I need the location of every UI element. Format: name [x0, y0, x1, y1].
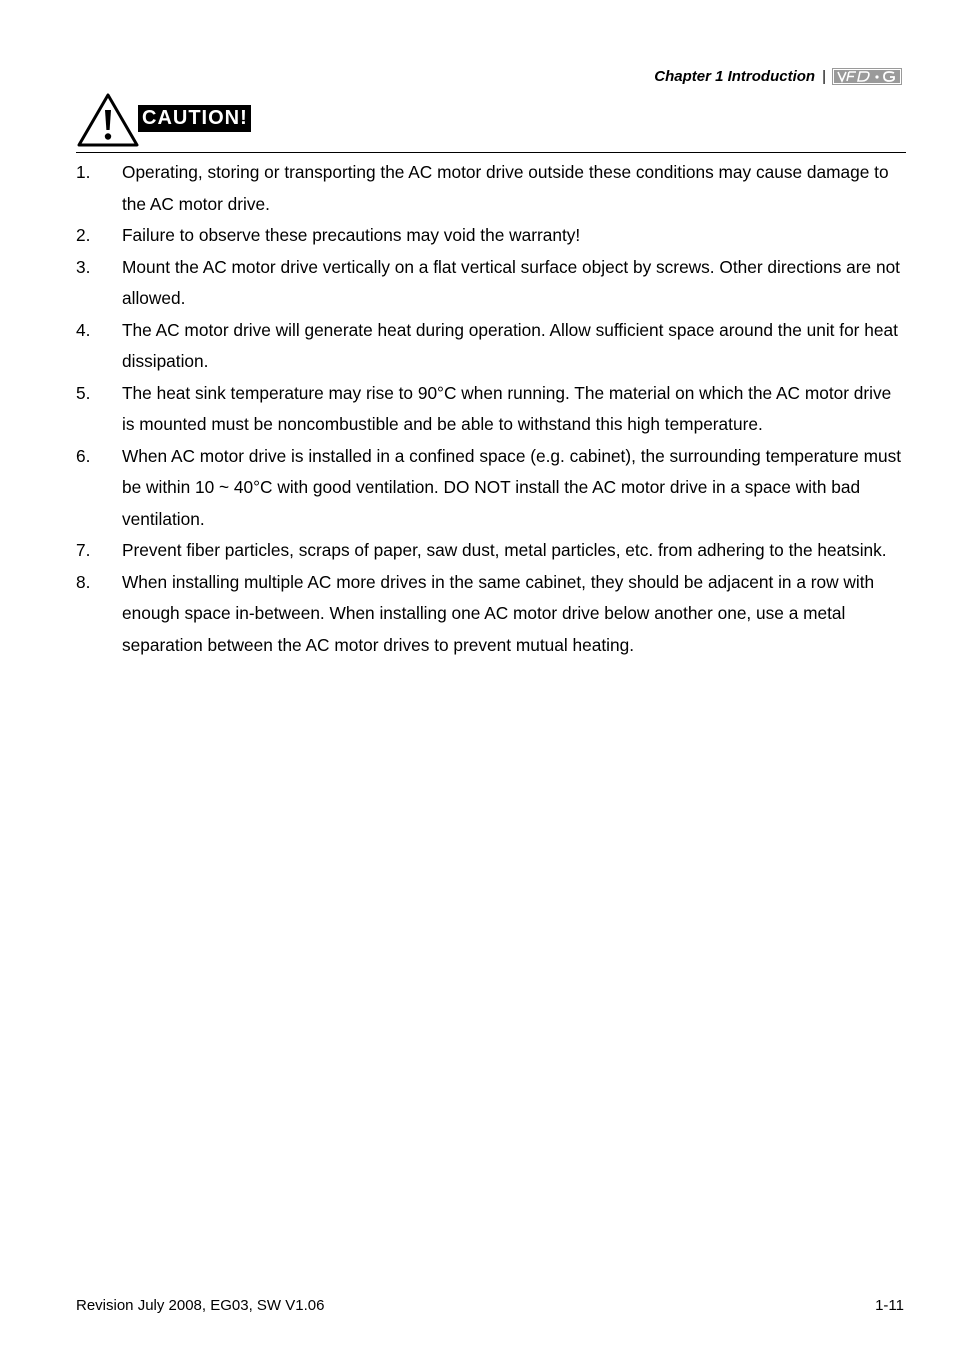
caution-heading	[76, 92, 251, 148]
item-text: The AC motor drive will generate heat during operation. Allow sufficient space around the unit for heat dissipation.	[122, 319, 898, 371]
heading-rule	[76, 152, 906, 153]
page-footer	[76, 1297, 904, 1314]
list-item	[76, 157, 906, 220]
page-header	[654, 68, 902, 85]
item-number: 3.	[76, 256, 91, 277]
list-item	[76, 220, 906, 252]
item-number: 2.	[76, 225, 91, 245]
header-separator: |	[822, 68, 826, 85]
page-number: 1-11	[875, 1297, 904, 1314]
item-text: Operating, storing or transporting the AC motor drive outside these conditions may cause damage to the AC motor drive.	[122, 162, 889, 214]
item-number: 8.	[76, 571, 91, 592]
item-text: When installing multiple AC more drives in the same cabinet, they should be adjacent in a row with enough space in-between. When installing one AC motor drive below another one, use a metal separation between the AC motor drives to prevent mutual heating.	[122, 571, 875, 655]
item-number: 6.	[76, 445, 91, 466]
item-text: The heat sink temperature may rise to 90°C when running. The material on which the AC motor drive is mounted must be noncombustible and be able to withstand this high temperature.	[122, 382, 892, 434]
item-text: When AC motor drive is installed in a confined space (e.g. cabinet), the surrounding temperature must be within 10 ~ 40°C with good ventilation. DO NOT install the AC motor drive in a space with bad ventilation.	[122, 445, 902, 529]
item-number: 4.	[76, 319, 91, 340]
item-number: 7.	[76, 540, 91, 560]
item-text: Failure to observe these precautions may void the warranty!	[122, 225, 581, 245]
item-number: 1.	[76, 162, 91, 182]
list-item	[76, 441, 906, 536]
precautions-list	[76, 157, 906, 661]
warning-triangle-icon	[76, 92, 140, 148]
caution-label: CAUTION!	[138, 105, 251, 132]
chapter-title: Chapter 1 Introduction	[654, 68, 816, 85]
list-item	[76, 567, 906, 662]
item-text: Mount the AC motor drive vertically on a flat vertical surface object by screws. Other directions are not allowed.	[122, 256, 900, 308]
list-item	[76, 315, 906, 378]
list-item	[76, 252, 906, 315]
revision-info: Revision July 2008, EG03, SW V1.06	[76, 1297, 325, 1314]
item-text: Prevent fiber particles, scraps of paper, saw dust, metal particles, etc. from adhering to the heatsink.	[122, 540, 887, 560]
vfd-g-logo	[832, 68, 902, 85]
item-number: 5.	[76, 382, 91, 403]
list-item	[76, 378, 906, 441]
list-item	[76, 535, 906, 567]
